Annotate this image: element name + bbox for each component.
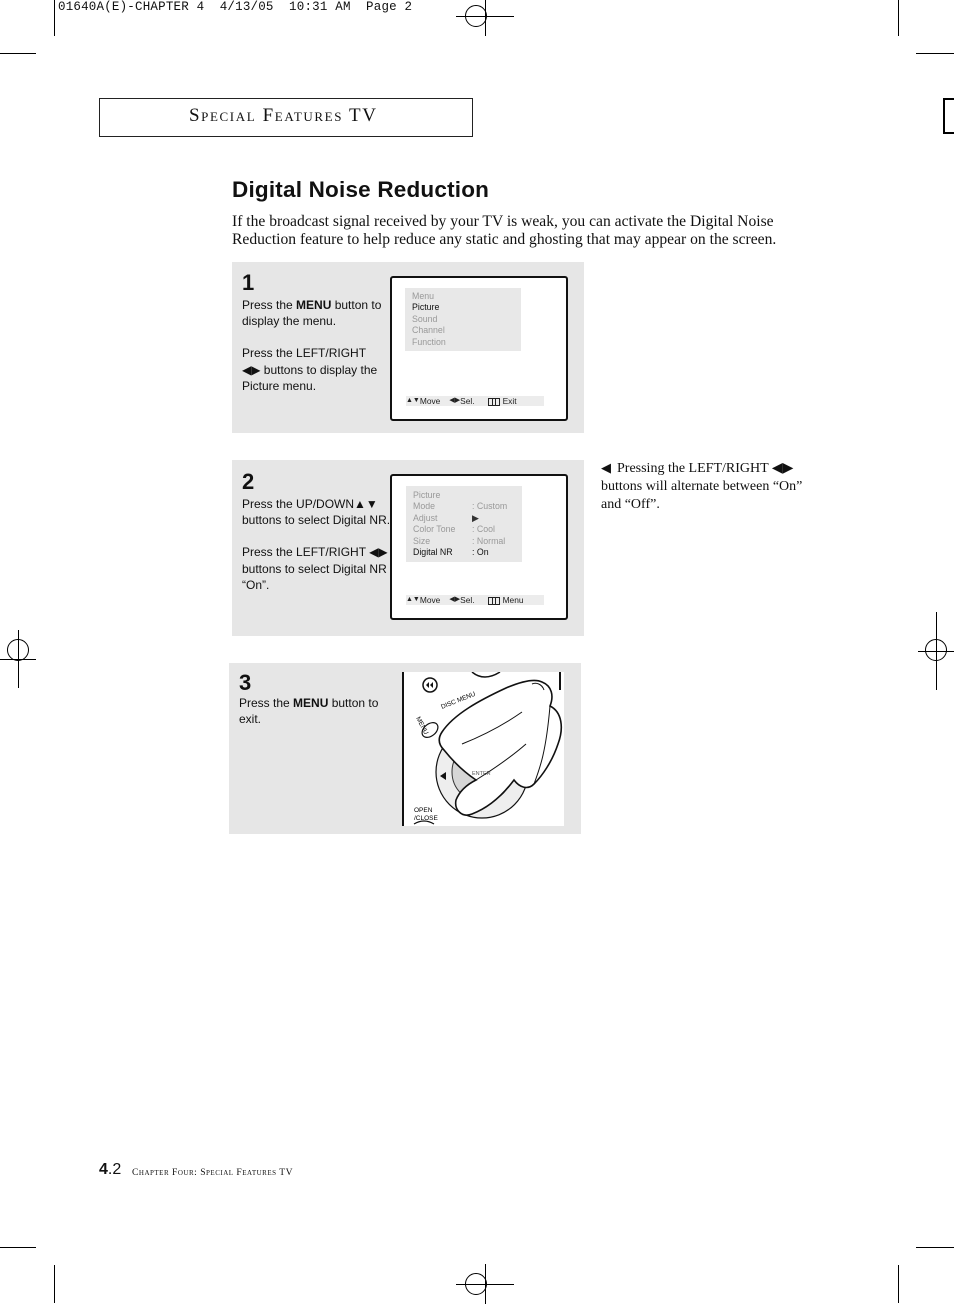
print-slug: 01640A(E)-CHAPTER 4 4/13/05 10:31 AM Page 2	[58, 0, 413, 14]
menu-grid-icon	[488, 597, 500, 605]
right-arrow-icon: ▶	[472, 512, 479, 523]
step-1-panel	[232, 262, 584, 433]
osd-menu-item: Menu	[412, 291, 435, 301]
crop-mark	[0, 53, 36, 54]
up-down-arrows-icon: ▲▼	[406, 596, 420, 603]
osd-menu-row: Adjust ▶	[413, 512, 479, 523]
page-number: 4.2	[99, 1161, 122, 1178]
osd-menu-row-selected: Digital NR : On	[413, 547, 489, 558]
registration-mark	[456, 1264, 514, 1304]
step-instructions: Press the MENU button to display the menu. Press the LEFT/RIGHT ◀▶ buttons to display the Picture menu.	[242, 297, 384, 410]
remote-illustration	[402, 672, 564, 826]
osd-picture-menu	[406, 486, 522, 562]
up-down-arrows-icon: ▲▼	[406, 397, 420, 404]
osd-menu-row: Size : Normal	[413, 535, 506, 546]
step-text: Press the LEFT/RIGHT ◀▶ buttons to select Digital NR “On”.	[242, 545, 388, 593]
osd-main-menu	[405, 288, 521, 351]
menu-grid-icon	[488, 398, 500, 406]
remote-label: OPEN	[414, 807, 433, 814]
menu-keyword: MENU	[293, 696, 329, 710]
osd-footer: ▲▼ Move ◀▶ Sel. Menu	[406, 595, 544, 605]
section-header: Special Features TV	[189, 105, 378, 126]
step-text: Press the LEFT/RIGHT ◀▶ buttons to display the Picture menu.	[242, 346, 378, 394]
page-title: Digital Noise Reduction	[232, 177, 490, 202]
tv-screen	[390, 474, 568, 620]
osd-menu-item: Function	[412, 336, 446, 347]
osd-menu-title: Picture	[413, 490, 441, 500]
footer-chapter-title: Chapter Four: Special Features TV	[132, 1167, 294, 1178]
note-arrow-icon: ◀	[601, 460, 611, 475]
step-instructions	[242, 496, 392, 609]
step-text: Press the UP/DOWN▲▼ buttons to select Digital NR.	[242, 497, 391, 528]
crop-mark	[54, 1265, 55, 1303]
osd-menu-item-selected: Picture	[412, 302, 440, 313]
registration-mark	[456, 0, 514, 36]
step-number: 2	[242, 469, 255, 494]
menu-keyword: MENU	[296, 298, 332, 312]
intro-paragraph: If the broadcast signal received by your TV is weak, you can activate the Digital Noise Reduction feature to help reduce any static and ghosting that may appear on the screen.	[232, 213, 777, 248]
osd-menu-row: Color Tone : Cool	[413, 524, 495, 535]
step-2-panel	[232, 460, 584, 636]
crop-mark	[54, 0, 55, 36]
side-note: ◀ Pressing the LEFT/RIGHT ◀▶ buttons will alternate between “On” and “Off”.	[601, 460, 803, 512]
remote-label: MENU	[414, 715, 430, 736]
left-right-arrows-icon: ◀▶	[449, 397, 461, 404]
step-instructions: Press the MENU button to exit.	[239, 696, 379, 727]
crop-mark	[916, 53, 954, 54]
registration-mark	[0, 630, 36, 688]
osd-menu-row: Mode : Custom	[413, 501, 508, 512]
crop-mark	[898, 1265, 899, 1303]
remote-label: DISC MENU	[440, 690, 477, 711]
registration-mark	[918, 612, 954, 690]
chapter-tab	[943, 98, 954, 134]
osd-menu-item: Sound	[412, 313, 438, 324]
crop-mark	[898, 0, 899, 36]
osd-menu-item: Channel	[412, 325, 445, 336]
step-number: 3	[239, 670, 252, 695]
crop-mark	[0, 1247, 36, 1248]
step-number: 1	[242, 270, 255, 295]
remote-label: /CLOSE	[414, 815, 438, 822]
left-right-arrows-icon: ◀▶	[449, 596, 461, 603]
remote-label: ENTER	[472, 771, 491, 777]
osd-footer: ▲▼ Move ◀▶ Sel. Exit	[406, 396, 544, 406]
tv-screen	[390, 276, 568, 421]
crop-mark	[916, 1247, 954, 1248]
remote-hand-drawing	[402, 672, 564, 826]
